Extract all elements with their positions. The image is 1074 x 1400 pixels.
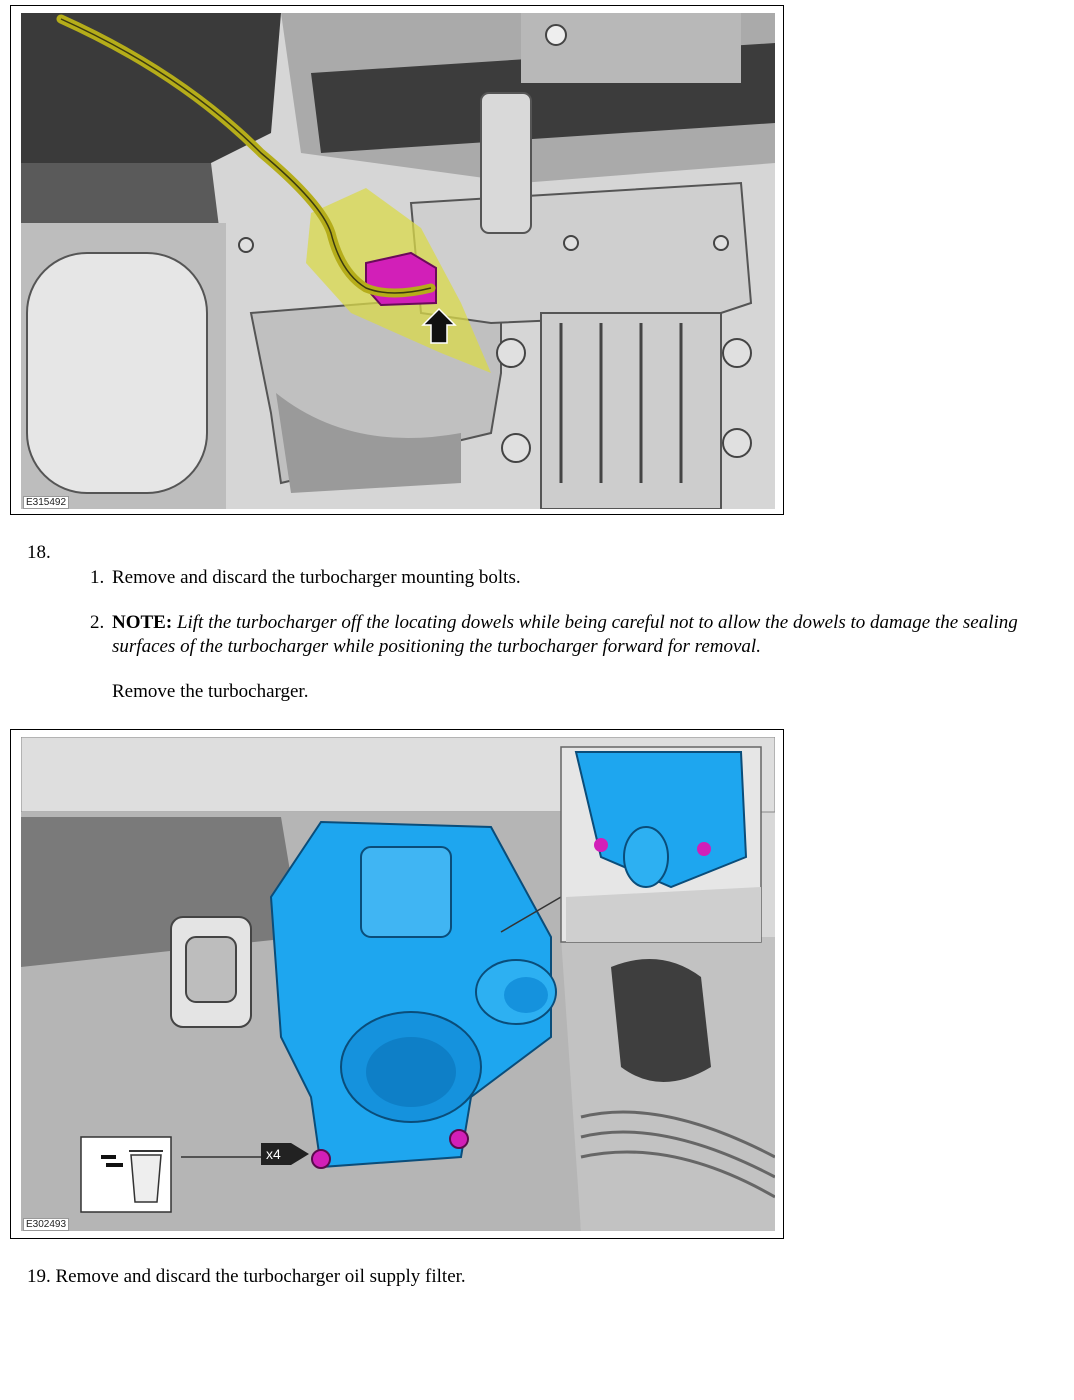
step-18-item-2-note [112, 611, 1067, 659]
engine-illustration-top [21, 13, 775, 509]
note-label: NOTE: [112, 612, 173, 633]
step-number-19: 19. [27, 1266, 51, 1287]
step-19 [27, 1266, 466, 1288]
figure-id-label: E315492 [23, 496, 69, 509]
step-19-text: Remove and discard the turbocharger oil supply filter. [55, 1266, 466, 1287]
figure-id-label: E302493 [23, 1218, 69, 1231]
step-number-18: 18. [27, 542, 51, 563]
step-18-item-1 [90, 566, 521, 590]
quantity-callout: x4 [266, 1146, 281, 1162]
figure-e302493 [10, 729, 784, 1239]
figure-e315492 [10, 5, 784, 515]
item-number: 2. [90, 612, 105, 633]
step-18-item-2-instruction: Remove the turbocharger. [112, 681, 309, 702]
item-text: Remove and discard the turbocharger mounting bolts. [112, 567, 521, 588]
note-text: Lift the turbocharger off the locating dowels while being careful not to allow the dowels to damage the sealing surfaces of the turbocharger while positioning the turbocharger forward for removal. [112, 612, 1018, 657]
step-18-item-2 [90, 611, 112, 635]
item-number: 1. [90, 567, 105, 588]
engine-illustration-bottom [21, 737, 775, 1231]
